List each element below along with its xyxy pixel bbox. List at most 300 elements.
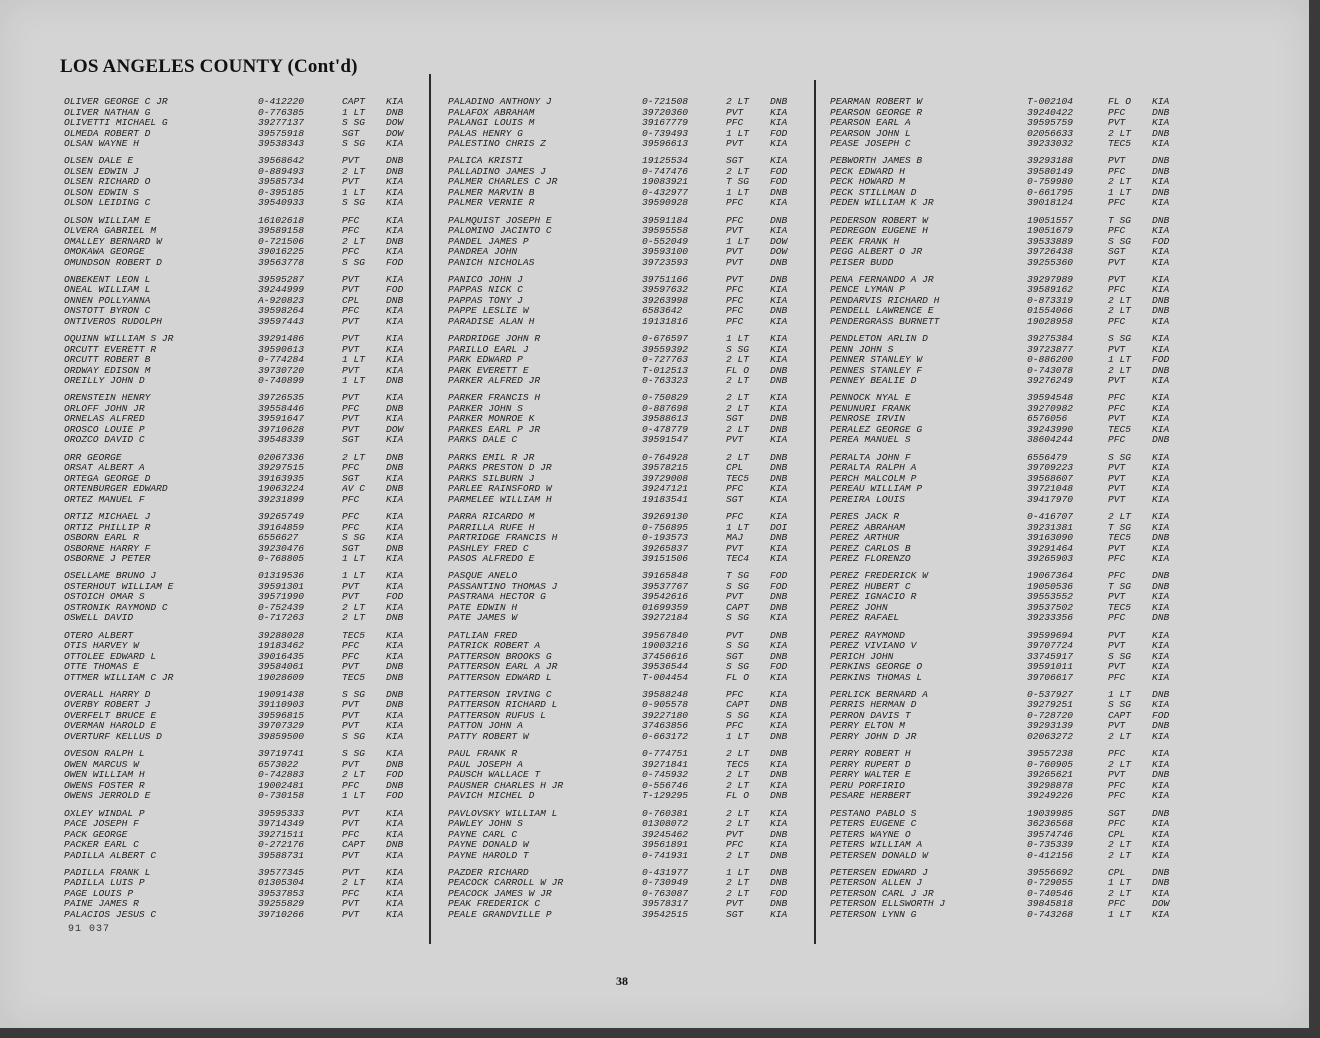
rank: PFC [342, 402, 360, 414]
rank: 1 LT [726, 127, 750, 139]
casualty-status: DOI [770, 521, 788, 533]
soldier-name: PENNER STANLEY W [830, 354, 923, 366]
service-number: 39710266 [258, 908, 305, 920]
soldier-name: OLSEN DALE E [64, 155, 134, 167]
rank: PFC [342, 650, 360, 662]
soldier-name: PEEK FRANK H [830, 235, 900, 247]
rank: PFC [1108, 818, 1126, 830]
casualty-status: DNB [1152, 106, 1170, 118]
service-number: 39291464 [1027, 542, 1074, 554]
soldier-name: PAPPAS TONY J [448, 294, 523, 306]
rank: PVT [342, 818, 360, 830]
soldier-name: PEREZ RAYMOND [830, 629, 905, 641]
rank: PVT [1108, 343, 1126, 355]
service-number: 0-416707 [1027, 511, 1074, 523]
casualty-status: DNB [770, 877, 788, 889]
soldier-name: PASQUE ANELO [448, 570, 518, 582]
service-number: 39417970 [1027, 493, 1074, 505]
casualty-status: KIA [1152, 462, 1170, 474]
service-number: 39288028 [258, 629, 305, 641]
service-number: 39563778 [258, 256, 305, 268]
casualty-status: FOD [770, 127, 788, 139]
rank: PFC [726, 284, 744, 296]
service-number: 39726535 [258, 392, 305, 404]
casualty-status: DNB [386, 542, 404, 554]
casualty-status: KIA [1152, 413, 1170, 425]
soldier-name: OVERFELT BRUCE E [64, 709, 157, 721]
casualty-status: KIA [386, 866, 404, 878]
service-number: 39588248 [642, 688, 689, 700]
rank: PVT [342, 176, 360, 188]
casualty-status: DNB [1152, 186, 1170, 198]
soldier-name: PEARMAN ROBERT W [830, 96, 923, 107]
service-number: 39265903 [1027, 553, 1074, 565]
soldier-name: OSTERHOUT WILLIAM E [64, 580, 174, 592]
casualty-status: DNB [386, 375, 404, 387]
service-number: 39293188 [1027, 155, 1074, 167]
casualty-status: KIA [770, 511, 788, 523]
rank: 2 LT [342, 451, 366, 463]
soldier-name: OTTMER WILLIAM C JR [64, 671, 174, 683]
soldier-name: PALESTINO CHRIS Z [448, 138, 546, 149]
soldier-name: PEASE JOSEPH C [830, 138, 911, 149]
soldier-name: PEAK FREDERICK C [448, 898, 541, 910]
casualty-status: KIA [770, 493, 788, 505]
service-number: 0-889493 [258, 165, 305, 177]
casualty-status: KIA [1152, 521, 1170, 533]
service-number: 39542515 [642, 908, 689, 920]
rank: PFC [726, 483, 744, 495]
soldier-name: PALAFOX ABRAHAM [448, 106, 535, 118]
soldier-name: OVERTURF KELLUS D [64, 730, 162, 742]
service-number: 39293139 [1027, 720, 1074, 732]
soldier-name: PENROSE IRVIN [830, 413, 905, 425]
rank: PVT [1108, 256, 1126, 268]
rank: PFC [342, 511, 360, 523]
rank: PVT [1108, 542, 1126, 554]
rank: PVT [1108, 720, 1126, 732]
service-number: 0-741931 [642, 849, 689, 861]
service-number: 0-552049 [642, 235, 689, 247]
soldier-name: PERRY ELTON M [830, 720, 905, 732]
casualty-status: KIA [386, 364, 404, 376]
service-number: 39719741 [258, 748, 305, 760]
rank: CAPT [342, 839, 366, 851]
soldier-name: PETERSON ELLSWORTH J [830, 898, 946, 910]
service-number: 39265837 [642, 542, 689, 554]
rank: S SG [1108, 699, 1132, 711]
service-number: 0-774284 [258, 354, 305, 366]
service-number: 39591011 [1027, 661, 1074, 673]
rank: PVT [726, 246, 744, 258]
soldier-name: OSTOICH OMAR S [64, 591, 145, 603]
rank: PFC [1108, 165, 1126, 177]
casualty-status: KIA [1152, 493, 1170, 505]
casualty-status: KIA [1152, 542, 1170, 554]
soldier-name: PARMELEE WILLIAM H [448, 493, 552, 505]
rank: S SG [342, 138, 366, 149]
service-number: 39710628 [258, 423, 305, 435]
casualty-status: KIA [770, 117, 788, 128]
soldier-name: OMOKAWA GEORGE [64, 246, 145, 258]
soldier-name: PACK GEORGE [64, 828, 128, 840]
casualty-status: DNB [1152, 155, 1170, 167]
rank: 2 LT [726, 748, 750, 760]
casualty-status: KIA [1152, 96, 1170, 107]
rank: CAPT [726, 601, 750, 613]
rank: 2 LT [1108, 294, 1132, 306]
service-number: 0-750829 [642, 392, 689, 404]
rank: 1 LT [342, 375, 366, 387]
service-number: 19183462 [258, 640, 305, 652]
casualty-status: KIA [386, 493, 404, 505]
rank: T SG [1108, 521, 1132, 533]
service-number: 0-721508 [642, 96, 689, 107]
rank: S SG [1108, 451, 1132, 463]
rank: PVT [342, 591, 360, 603]
rank: MAJ [726, 532, 744, 544]
soldier-name: PEISER BUDD [830, 256, 894, 268]
casualty-status: DNB [1152, 294, 1170, 306]
rank: PVT [342, 423, 360, 435]
service-number: 0-886200 [1027, 354, 1074, 366]
service-number: 6556479 [1027, 451, 1068, 463]
soldier-name: PALMQUIST JOSEPH E [448, 214, 552, 226]
service-number: 19028609 [258, 671, 305, 683]
rank: 1 LT [1108, 908, 1132, 920]
rank: PFC [1108, 284, 1126, 296]
service-number: 0-763087 [642, 887, 689, 899]
service-number: 19051679 [1027, 225, 1074, 237]
soldier-name: OROSCO LOUIE P [64, 423, 145, 435]
rank: 1 LT [1108, 688, 1132, 700]
rank: TEC4 [726, 553, 750, 565]
service-number: 39598264 [258, 305, 305, 317]
soldier-name: PETERS WAYNE O [830, 828, 911, 840]
service-number: 0-432977 [642, 186, 689, 198]
rank: SGT [726, 413, 744, 425]
service-number: 39538343 [258, 138, 305, 149]
rank: PVT [342, 699, 360, 711]
casualty-status: FOD [386, 591, 404, 603]
casualty-status: DNB [386, 699, 404, 711]
service-number: 01308072 [642, 818, 689, 830]
soldier-name: OSTRONIK RAYMOND C [64, 601, 168, 613]
service-number: 39556692 [1027, 866, 1074, 878]
soldier-name: PATTERSON BROOKS G [448, 650, 552, 662]
casualty-status: KIA [386, 392, 404, 404]
rank: PVT [1108, 629, 1126, 641]
service-number: 0-395185 [258, 186, 305, 198]
soldier-name: PATTON JOHN A [448, 720, 523, 732]
casualty-status: DNB [386, 165, 404, 177]
service-number: 0-740899 [258, 375, 305, 387]
service-number: 39721048 [1027, 483, 1074, 495]
service-number: 39271841 [642, 758, 689, 770]
soldier-name: PERRIS HERMAN D [830, 699, 917, 711]
soldier-name: PASOS ALFREDO E [448, 553, 535, 565]
service-number: 39706617 [1027, 671, 1074, 683]
casualty-status: KIA [1152, 138, 1170, 149]
soldier-name: PARKER MONROE K [448, 413, 535, 425]
casualty-status: KIA [770, 612, 788, 624]
casualty-status: FOD [770, 661, 788, 673]
rank: SGT [342, 542, 360, 554]
casualty-status: KIA [770, 720, 788, 732]
rank: PFC [342, 305, 360, 317]
soldier-name: PENUNURI FRANK [830, 402, 911, 414]
service-number: 02056633 [1027, 127, 1074, 139]
casualty-status: KIA [386, 570, 404, 582]
casualty-status: DNB [770, 790, 788, 802]
rank: PVT [1108, 493, 1126, 505]
casualty-status: DNB [1152, 305, 1170, 317]
rank: S SG [1108, 650, 1132, 662]
casualty-status: DNB [1152, 720, 1170, 732]
service-number: 39272184 [642, 612, 689, 624]
soldier-name: OVERALL HARRY D [64, 688, 151, 700]
casualty-status: DNB [770, 650, 788, 662]
service-number: 39536544 [642, 661, 689, 673]
soldier-name: OLSEN RICHARD O [64, 176, 151, 188]
casualty-status: KIA [1152, 699, 1170, 711]
casualty-status: FOD [770, 165, 788, 177]
service-number: 0-478779 [642, 423, 689, 435]
service-number: 02063272 [1027, 730, 1074, 742]
casualty-status: KIA [1152, 315, 1170, 327]
soldier-name: PAPPAS NICK C [448, 284, 523, 296]
casualty-status: KIA [770, 155, 788, 167]
casualty-status: KIA [1152, 591, 1170, 603]
soldier-name: PEREZ JOHN [830, 601, 888, 613]
service-number: 39163935 [258, 472, 305, 484]
soldier-name: OLIVETTI MICHAEL G [64, 117, 168, 128]
soldier-name: PALMER CHARLES C JR [448, 176, 558, 188]
soldier-name: PASSANTINO THOMAS J [448, 580, 558, 592]
service-number: 0-412156 [1027, 849, 1074, 861]
rank: PVT [1108, 155, 1126, 167]
column-divider [814, 80, 816, 944]
soldier-name: PALMER MARVIN B [448, 186, 535, 198]
rank: 2 LT [726, 354, 750, 366]
service-number: 39244999 [258, 284, 305, 296]
rank: S SG [726, 661, 750, 673]
soldier-name: PASHLEY FRED C [448, 542, 529, 554]
casualty-status: KIA [386, 629, 404, 641]
service-number: 39297515 [258, 462, 305, 474]
service-number: 39298878 [1027, 779, 1074, 791]
soldier-name: OLIVER NATHAN G [64, 106, 151, 118]
service-number: 0-272176 [258, 839, 305, 851]
service-number: 19063224 [258, 483, 305, 495]
soldier-name: PENDLETON ARLIN D [830, 333, 928, 345]
rank: 2 LT [342, 601, 366, 613]
rank: SGT [1108, 807, 1126, 819]
service-number: 19131816 [642, 315, 689, 327]
service-number: T-004454 [642, 671, 689, 683]
casualty-status: DNB [770, 423, 788, 435]
soldier-name: ORTENBURGER EDWARD [64, 483, 168, 495]
rank: PVT [1108, 472, 1126, 484]
rank: PFC [726, 117, 744, 128]
rank: PVT [342, 908, 360, 920]
casualty-status: KIA [1152, 779, 1170, 791]
service-number: 37456616 [642, 650, 689, 662]
casualty-status: KIA [1152, 601, 1170, 613]
rank: PVT [342, 758, 360, 770]
casualty-status: KIA [1152, 730, 1170, 742]
service-number: 39589162 [1027, 284, 1074, 296]
rank: 2 LT [726, 818, 750, 830]
rank: PVT [342, 849, 360, 861]
service-number: 0-717263 [258, 612, 305, 624]
soldier-name: PETERSON LYNN G [830, 908, 917, 920]
soldier-name: PEACOCK JAMES W JR [448, 887, 552, 899]
casualty-status: KIA [386, 354, 404, 366]
rank: PFC [1108, 225, 1126, 237]
casualty-status: KIA [770, 908, 788, 920]
soldier-name: OLIVER GEORGE C JR [64, 96, 168, 107]
soldier-name: OSBORN EARL R [64, 532, 139, 544]
service-number: 39574746 [1027, 828, 1074, 840]
rank: PVT [726, 225, 744, 237]
service-number: 19039985 [1027, 807, 1074, 819]
casualty-status: FOD [1152, 709, 1170, 721]
soldier-name: PETERS EUGENE C [830, 818, 917, 830]
rank: PFC [342, 828, 360, 840]
casualty-status: DNB [770, 769, 788, 781]
casualty-status: KIA [386, 333, 404, 345]
soldier-name: OTERO ALBERT [64, 629, 134, 641]
service-number: 02067336 [258, 451, 305, 463]
casualty-status: KIA [386, 908, 404, 920]
service-number: 0-756895 [642, 521, 689, 533]
service-number: 0-742883 [258, 769, 305, 781]
casualty-status: KIA [386, 709, 404, 721]
soldier-name: PETERS WILLIAM A [830, 839, 923, 851]
casualty-status: KIA [386, 511, 404, 523]
soldier-name: ORNELAS ALFRED [64, 413, 145, 425]
soldier-name: PARKER FRANCIS H [448, 392, 541, 404]
service-number: 39537853 [258, 887, 305, 899]
soldier-name: PARKS PRESTON D JR [448, 462, 552, 474]
service-number: 19028958 [1027, 315, 1074, 327]
rank: PVT [1108, 375, 1126, 387]
service-number: 39297989 [1027, 273, 1074, 285]
rank: PFC [1108, 612, 1126, 624]
casualty-status: KIA [1152, 472, 1170, 484]
soldier-name: OWEN WILLIAM H [64, 769, 145, 781]
rank: PVT [342, 720, 360, 732]
casualty-status: KIA [770, 225, 788, 237]
casualty-status: DNB [1152, 769, 1170, 781]
service-number: 39164859 [258, 521, 305, 533]
rank: TEC5 [1108, 423, 1132, 435]
casualty-status: DNB [770, 849, 788, 861]
casualty-status: DNB [770, 828, 788, 840]
service-number: 39845818 [1027, 898, 1074, 910]
rank: TEC5 [342, 629, 366, 641]
soldier-name: PECK EDWARD H [830, 165, 905, 177]
soldier-name: ORTIZ PHILLIP R [64, 521, 151, 533]
rank: PFC [342, 214, 360, 226]
rank: S SG [726, 343, 750, 355]
casualty-status: DOW [770, 246, 788, 258]
rank: 2 LT [726, 451, 750, 463]
service-number: 39240422 [1027, 106, 1074, 118]
soldier-name: OVERBY ROBERT J [64, 699, 151, 711]
service-number: 0-760905 [1027, 758, 1074, 770]
casualty-status: KIA [1152, 284, 1170, 296]
casualty-status: KIA [1152, 402, 1170, 414]
rank: SGT [726, 155, 744, 167]
casualty-status: KIA [386, 96, 404, 107]
service-number: 39230476 [258, 542, 305, 554]
service-number: 39110903 [258, 699, 305, 711]
service-number: 0-193573 [642, 532, 689, 544]
soldier-name: PAUL FRANK R [448, 748, 518, 760]
casualty-status: KIA [1152, 908, 1170, 920]
rank: S SG [726, 640, 750, 652]
soldier-name: PETERSEN EDWARD J [830, 866, 928, 878]
rank: PFC [1108, 315, 1126, 327]
rank: 2 LT [1108, 730, 1132, 742]
rank: 2 LT [726, 423, 750, 435]
service-number: 39247121 [642, 483, 689, 495]
soldier-name: PATTERSON EARL A JR [448, 661, 558, 673]
service-number: 39730720 [258, 364, 305, 376]
soldier-name: PEREZ VIVIANO V [830, 640, 917, 652]
casualty-status: KIA [386, 176, 404, 188]
service-number: 39588613 [642, 413, 689, 425]
casualty-status: DNB [770, 375, 788, 387]
soldier-name: PAVLOVSKY WILLIAM L [448, 807, 558, 819]
rank: SGT [726, 650, 744, 662]
rank: PVT [726, 106, 744, 118]
soldier-name: OROZCO DAVID C [64, 434, 145, 446]
rank: 2 LT [1108, 176, 1132, 188]
rank: 2 LT [726, 807, 750, 819]
casualty-status: KIA [770, 671, 788, 683]
casualty-status: DNB [386, 483, 404, 495]
service-number: 39596815 [258, 709, 305, 721]
soldier-name: PERALEZ GEORGE G [830, 423, 923, 435]
casualty-status: KIA [386, 748, 404, 760]
soldier-name: PARKER ALFRED JR [448, 375, 541, 387]
casualty-status: KIA [386, 138, 404, 149]
casualty-status: DNB [386, 758, 404, 770]
soldier-name: PAYNE DONALD W [448, 839, 529, 851]
soldier-name: PARTRIDGE FRANCIS H [448, 532, 558, 544]
rank: FL O [726, 790, 750, 802]
column-divider [429, 74, 431, 944]
service-number: 39590928 [642, 197, 689, 209]
soldier-name: PANDEL JAMES P [448, 235, 529, 247]
service-number: 39540933 [258, 197, 305, 209]
soldier-name: PANICH NICHOLAS [448, 256, 535, 268]
soldier-name: PARKS DALE C [448, 434, 518, 446]
soldier-name: OVERMAN HAROLD E [64, 720, 157, 732]
service-number: 0-752439 [258, 601, 305, 613]
soldier-name: ORCUTT EVERETT R [64, 343, 157, 355]
soldier-name: PERU PORFIRIO [830, 779, 905, 791]
casualty-status: KIA [386, 849, 404, 861]
soldier-name: PERICH JOHN [830, 650, 894, 662]
soldier-name: PARLEE RAINSFORD W [448, 483, 552, 495]
casualty-status: FOD [1152, 235, 1170, 247]
rank: 2 LT [342, 769, 366, 781]
rank: PVT [342, 580, 360, 592]
